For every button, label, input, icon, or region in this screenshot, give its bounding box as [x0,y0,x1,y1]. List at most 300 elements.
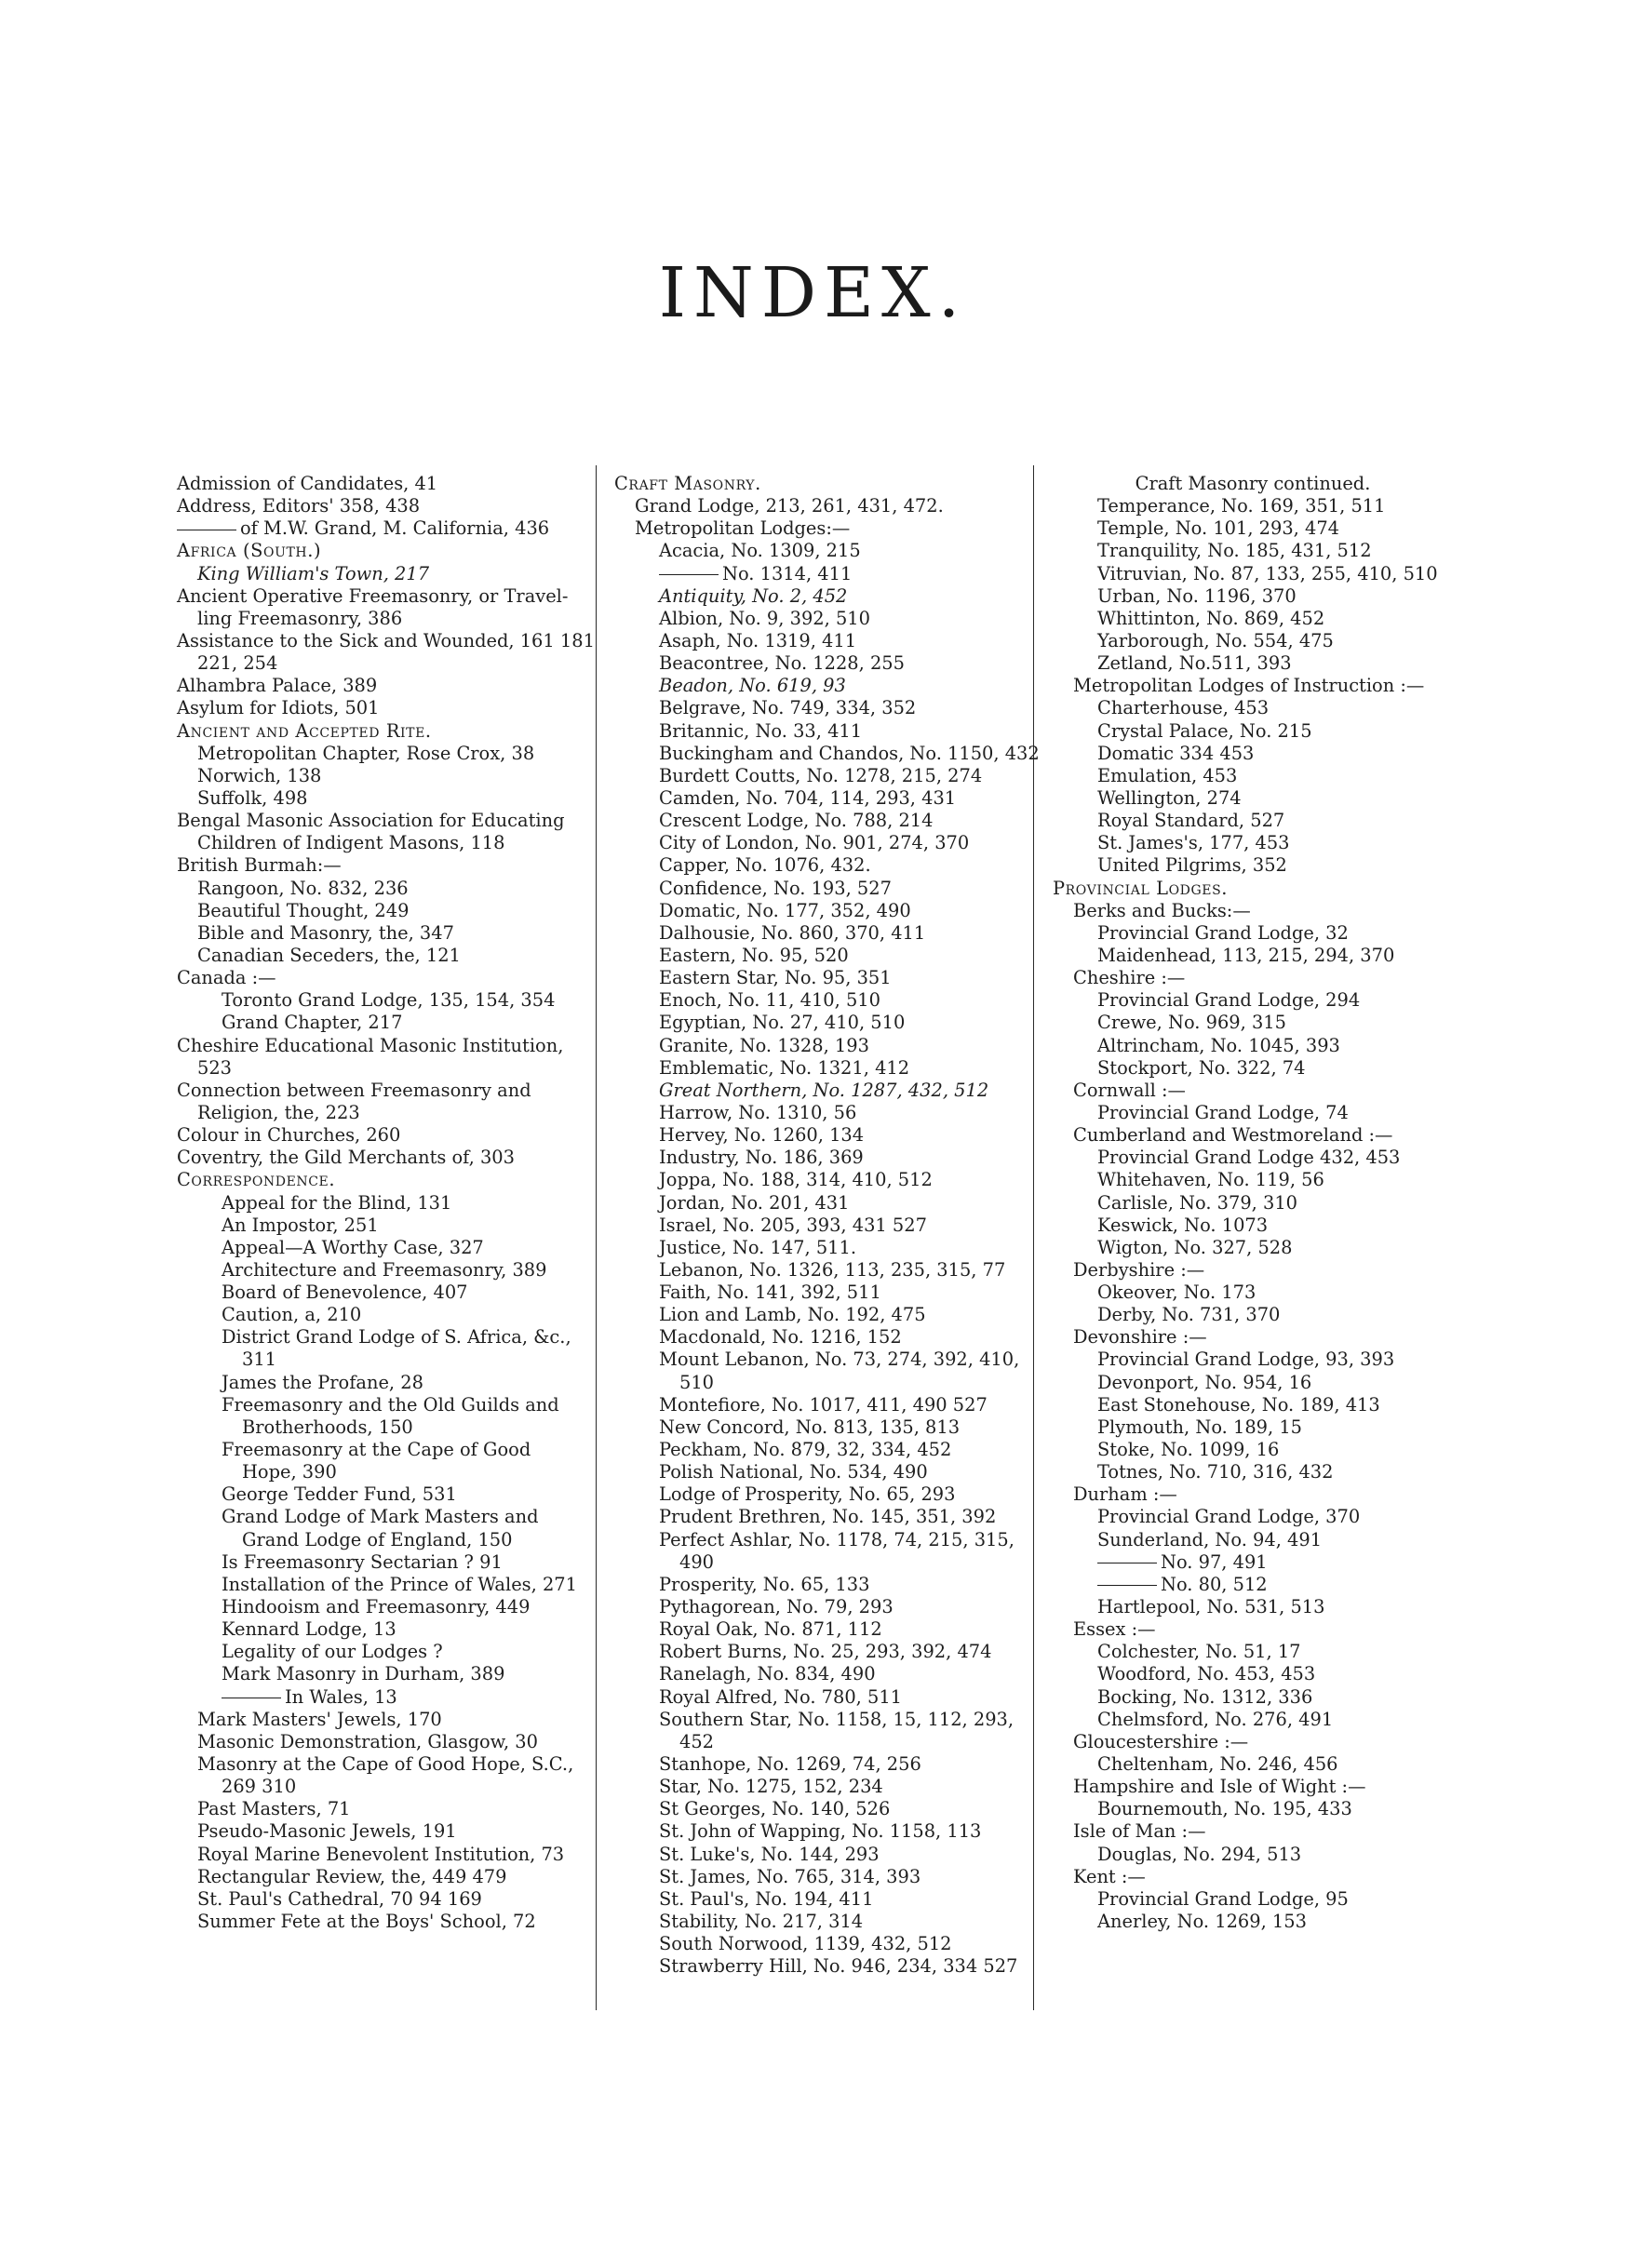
index-entry-text: Grand Lodge of England, 150 [242,1528,513,1550]
index-entry-text: Religion, the, 223 [197,1101,360,1123]
index-entry [1053,1483,1453,1506]
index-entry [177,1012,586,1034]
index-entry-text: 311 [242,1349,277,1371]
index-entry-text: Bible and Masonry, the, 347 [197,921,454,944]
index-entry-text: Albion, No. 9, 392, 510 [659,607,870,629]
index-entry [1053,1888,1453,1911]
index-entry [1053,675,1453,697]
index-entry [614,1888,1005,1911]
index-entry-text: Burdett Coutts, No. 1278, 215, 274 [659,764,983,786]
index-entry [1053,563,1453,585]
index-entry-text: Provincial Grand Lodge, 95 [1097,1887,1349,1910]
index-entry [177,608,586,630]
index-entry-text: Derbyshire :— [1073,1258,1205,1281]
index-entry-text: Great Northern, No. 1287, 432, 512 [659,1079,989,1101]
index-entry [1053,1124,1453,1147]
index-entry [177,1753,586,1776]
index-entry [177,1349,586,1371]
index-entry-text: Cheshire Educational Masonic Institution, [177,1034,564,1056]
index-entry-text: Metropolitan Lodges of Instruction :— [1073,675,1425,697]
index-entry [1053,967,1453,989]
index-entry-text: Gloucestershire :— [1073,1730,1249,1752]
index-entry-text: Lion and Lamb, No. 192, 475 [659,1304,926,1326]
index-entry-text: Children of Indigent Masons, 118 [197,832,505,854]
index-entry-text: Provincial Grand Lodge, 74 [1097,1101,1349,1123]
index-entry [177,1483,586,1506]
index-entry-text: Harrow, No. 1310, 56 [659,1101,857,1123]
index-entry [177,1888,586,1911]
index-entry-text: Craft Masonry. [614,473,761,494]
index-entry [1053,720,1453,743]
index-entry-text: Colour in Churches, 260 [177,1124,401,1147]
index-entry-text: Freemasonry at the Cape of Good [222,1439,531,1461]
index-entry-text: Durham :— [1073,1483,1177,1506]
index-entry [177,1439,586,1461]
index-entry [1053,540,1453,562]
index-entry-text: Provincial Grand Lodge, 32 [1097,921,1349,944]
index-entry [1053,1372,1453,1394]
index-entry-text: 523 [197,1056,233,1079]
index-entry [1053,1102,1453,1124]
index-entry [614,1844,1005,1866]
index-entry [614,675,1005,697]
index-entry-text: In Wales, 13 [285,1685,397,1708]
index-entry-text: Maidenhead, 113, 215, 294, 370 [1097,944,1395,966]
index-entry-text: Assistance to the Sick and Wounded, 161 181 [177,629,595,651]
index-entry [614,854,1005,877]
column-divider [596,465,597,2010]
index-entry-text: Prosperity, No. 65, 133 [659,1573,870,1595]
index-entry-text: Okeover, No. 173 [1097,1282,1256,1304]
index-entry [614,1933,1005,1955]
index-entry [614,1596,1005,1618]
index-entry [614,787,1005,810]
index-entry-text: Britannic, No. 33, 411 [659,719,863,742]
index-entry-text: Cornwall :— [1073,1079,1186,1101]
index-entry [614,1147,1005,1169]
index-entry [1053,787,1453,810]
index-entry-text: George Tedder Fund, 531 [222,1483,457,1506]
index-entry [177,1844,586,1866]
index-entry-text: Urban, No. 1196, 370 [1097,584,1297,607]
index-entry-text: Woodford, No. 453, 453 [1097,1663,1316,1685]
index-entry [1053,1753,1453,1776]
index-entry-text: Strawberry Hill, No. 946, 234, 334 527 [659,1955,1018,1978]
index-entry-text: Past Masters, 71 [197,1798,351,1820]
index-entry-text: St. Luke's, No. 144, 293 [659,1843,880,1865]
index-entry [614,967,1005,989]
index-entry-text: Suffolk, 498 [197,786,308,809]
index-entry-text: Beadon, No. 619, 93 [659,675,846,697]
index-entry [1053,1641,1453,1663]
index-entry-text: Address, Editors' 358, 438 [177,495,421,517]
index-entry [614,1686,1005,1709]
index-entry-text: Rectangular Review, the, 449 479 [197,1865,507,1887]
index-entry-text: Canadian Seceders, the, 121 [197,944,461,966]
index-entry-text: Peckham, No. 879, 32, 334, 452 [659,1439,952,1461]
index-entry-text: Camden, No. 704, 114, 293, 431 [659,786,957,809]
index-entry [177,517,586,540]
index-entry [1053,1439,1453,1461]
index-entry-text: Granite, No. 1328, 193 [659,1034,869,1056]
index-entry [177,629,595,652]
index-entry [177,1304,586,1326]
index-entry-text: Jordan, No. 201, 431 [659,1191,850,1214]
index-entry-text: Essex :— [1073,1618,1156,1641]
index-entry [614,1483,1005,1506]
index-entry [614,1618,1005,1641]
index-entry [614,1080,1005,1102]
index-entry-text: 452 [679,1730,715,1752]
index-entry [1053,1012,1453,1034]
index-entry-text: Grand Lodge, 213, 261, 431, 472. [635,495,944,517]
index-entry [1053,1686,1453,1709]
index-entry-text: Altrincham, No. 1045, 393 [1097,1034,1340,1056]
ditto-rule [1097,1585,1157,1586]
index-entry-text: Metropolitan Lodges:— [635,517,851,540]
page-title: INDEX. [658,253,968,333]
index-entry-text: Stanhope, No. 1269, 74, 256 [659,1753,921,1776]
index-entry-text: Yarborough, No. 554, 475 [1097,629,1334,651]
index-entry-text: Correspondence. [177,1169,336,1191]
index-entry [177,1776,586,1798]
index-entry [1053,854,1453,877]
index-entry [1053,743,1453,765]
index-heading [177,1169,586,1191]
index-entry-text: Sunderland, No. 94, 491 [1097,1528,1323,1550]
index-entry [177,989,586,1012]
index-entry [614,765,1005,787]
index-entry [1053,1461,1453,1483]
index-entry [614,1911,1005,1933]
index-entry [614,1663,1005,1685]
index-entry [1053,1282,1453,1304]
index-column-2 [614,473,1040,1978]
index-entry [614,832,1005,854]
index-entry [177,1102,586,1124]
index-entry [1053,1618,1453,1641]
index-entry-text: Acacia, No. 1309, 215 [659,540,861,562]
index-entry-text: Ranelagh, No. 834, 490 [659,1663,876,1685]
index-entry [614,1461,1005,1483]
index-entry [1053,922,1453,945]
index-entry [614,1215,1005,1237]
index-entry-text: King William's Town, 217 [197,562,430,584]
index-entry [1053,1035,1453,1057]
index-entry-text: Israel, No. 205, 393, 431 527 [659,1214,927,1236]
index-entry [1053,1574,1453,1596]
index-entry-text: Isle of Man :— [1073,1820,1206,1843]
index-entry-text: Coventry, the Gild Merchants of, 303 [177,1147,515,1169]
index-entry [1053,900,1453,922]
index-entry-text: Ancient and Accepted Rite. [177,719,432,742]
index-entry [614,1102,1005,1124]
index-entry-text: Dalhousie, No. 860, 370, 411 [659,921,926,944]
index-entry-text: 510 [679,1371,715,1393]
index-entry-text: Grand Lodge of Mark Masters and [222,1506,539,1528]
index-entry-text: James the Profane, 28 [222,1371,423,1393]
index-entry [614,1259,1005,1282]
index-entry [614,585,1005,608]
index-entry [1053,1506,1453,1528]
index-entry [614,1753,1005,1776]
index-entry [614,1012,1005,1034]
index-entry-text: South Norwood, 1139, 432, 512 [659,1933,952,1955]
index-entry [614,563,1005,585]
index-entry [614,1349,1020,1371]
index-entry [1053,1820,1453,1843]
index-entry [1053,1080,1453,1102]
index-entry [614,720,1005,743]
index-entry-text: Appeal—A Worthy Case, 327 [222,1236,484,1258]
index-entry-text: Domatic, No. 177, 352, 490 [659,899,911,921]
index-entry [1053,1215,1453,1237]
index-entry [614,540,1005,562]
index-entry-text: of M.W. Grand, M. California, 436 [240,517,550,540]
index-entry [1053,1326,1453,1349]
index-entry [614,630,1005,652]
index-entry-text: Buckingham and Chandos, No. 1150, 432 [659,742,1040,764]
index-entry-text: Whitehaven, No. 119, 56 [1097,1169,1324,1191]
index-entry-text: Colchester, No. 51, 17 [1097,1641,1301,1663]
index-entry-text: Plymouth, No. 189, 15 [1097,1416,1303,1438]
index-entry [1053,1551,1453,1574]
index-heading [177,540,586,562]
index-entry [177,652,586,675]
index-entry [614,1326,1005,1349]
index-entry [1053,473,1453,495]
index-entry-text: Stockport, No. 322, 74 [1097,1056,1306,1079]
index-entry-text: Royal Standard, 527 [1097,810,1285,832]
index-entry-text: St. John of Wapping, No. 1158, 113 [659,1820,982,1843]
index-entry [177,1574,586,1596]
index-entry [177,900,586,922]
index-entry-text: Derby, No. 731, 370 [1097,1304,1281,1326]
index-entry [614,1506,1005,1528]
index-entry-text: Mark Masonry in Durham, 389 [222,1663,505,1685]
index-entry [1053,652,1453,675]
index-entry [614,1955,1018,1978]
index-entry-text: Norwich, 138 [197,764,322,786]
index-entry-text: Legality of our Lodges ? [222,1641,443,1663]
index-entry-text: Ancient Operative Freemasonry, or Travel- [177,584,569,607]
index-entry [177,1035,586,1057]
index-entry [614,1731,1005,1753]
index-entry-text: Beacontree, No. 1228, 255 [659,652,905,675]
index-entry-text: Hope, 390 [242,1461,337,1483]
index-entry [1053,765,1453,787]
index-entry-text: Provincial Grand Lodge 432, 453 [1097,1147,1401,1169]
index-entry [614,945,1005,967]
ditto-rule [659,574,719,575]
index-entry-text: Hervey, No. 1260, 134 [659,1124,865,1147]
index-entry [177,1663,586,1685]
index-entry [614,1574,1005,1596]
index-entry [1053,1237,1453,1259]
index-entry-text: Whittinton, No. 869, 452 [1097,607,1325,629]
index-entry [1053,1394,1453,1416]
index-entry [614,1394,1005,1416]
index-entry [177,1596,586,1618]
index-heading [177,720,586,743]
index-entry-text: Wellington, 274 [1097,786,1242,809]
index-entry [614,1820,1005,1843]
index-entry-text: Provincial Grand Lodge, 93, 393 [1097,1349,1395,1371]
index-entry-text: ling Freemasonry, 386 [197,607,403,629]
index-entry [177,1372,586,1394]
index-entry-text: St. James's, 177, 453 [1097,832,1290,854]
index-entry-text: An Impostor, 251 [222,1214,379,1236]
index-entry [177,1215,586,1237]
index-entry [1053,1844,1453,1866]
index-entry [1053,1304,1453,1326]
index-entry-text: Joppa, No. 188, 314, 410, 512 [659,1169,933,1191]
index-entry-text: Installation of the Prince of Wales, 271 [222,1573,577,1595]
index-entry-text: Royal Oak, No. 871, 112 [659,1618,882,1641]
index-entry [1053,1259,1453,1282]
index-entry [614,1124,1005,1147]
index-entry-text: No. 80, 512 [1161,1573,1268,1595]
index-entry-text: Asaph, No. 1319, 411 [659,629,857,651]
index-entry-text: Enoch, No. 11, 410, 510 [659,989,880,1012]
index-entry [177,563,586,585]
index-entry [177,787,586,810]
index-entry [177,1147,586,1169]
index-entry-text: Southern Star, No. 1158, 15, 112, 293, [659,1708,1015,1730]
index-entry [177,832,586,854]
index-entry [614,878,1005,900]
index-entry-text: Board of Benevolence, 407 [222,1282,468,1304]
index-entry-text: Wigton, No. 327, 528 [1097,1236,1293,1258]
index-entry [614,495,1005,517]
index-entry-text: Cheshire :— [1073,967,1186,989]
index-entry [614,810,1005,832]
index-entry [177,878,586,900]
index-entry-text: Confidence, No. 193, 527 [659,877,892,899]
index-entry [177,1618,586,1641]
index-entry-text: Hartlepool, No. 531, 513 [1097,1596,1325,1618]
index-entry [1053,989,1453,1012]
index-entry [1053,1663,1453,1685]
index-entry-text: Mark Masters' Jewels, 170 [197,1708,442,1730]
index-entry-text: Industry, No. 186, 369 [659,1147,864,1169]
index-entry [614,652,1005,675]
index-entry [614,1551,1005,1574]
index-entry [177,945,586,967]
index-entry [614,1798,1005,1820]
index-entry-text: Tranquility, No. 185, 431, 512 [1097,540,1372,562]
index-entry [177,1506,586,1528]
index-entry [1053,1911,1453,1933]
index-entry-text: Stability, No. 217, 314 [659,1911,864,1932]
index-entry-text: Emblematic, No. 1321, 412 [659,1056,910,1079]
index-entry-text: Architecture and Freemasonry, 389 [222,1258,547,1281]
index-entry-text: Prudent Brethren, No. 145, 351, 392 [659,1506,997,1528]
index-entry [1053,1192,1453,1215]
index-entry-text: St. Paul's Cathedral, 70 94 169 [197,1887,482,1910]
index-entry-text: Hampshire and Isle of Wight :— [1073,1776,1366,1798]
index-entry [614,1304,1005,1326]
index-entry [177,1461,586,1483]
index-entry [1053,697,1453,719]
index-entry [614,742,1040,765]
index-entry-text: Bengal Masonic Association for Educating [177,810,565,832]
index-entry-text: Anerley, No. 1269, 153 [1097,1911,1307,1932]
index-entry-text: Kennard Lodge, 13 [222,1618,396,1641]
index-entry [614,1641,1005,1663]
index-entry [1053,1731,1453,1753]
index-entry [1053,1866,1453,1888]
index-entry-text: Lodge of Prosperity, No. 65, 293 [659,1483,956,1506]
index-entry [177,473,586,495]
index-entry [177,697,586,719]
index-entry-text: Devonshire :— [1073,1326,1207,1349]
index-entry-text: Appeal for the Blind, 131 [222,1191,452,1214]
index-entry [1053,608,1453,630]
index-entry-text: Zetland, No.511, 393 [1097,652,1292,675]
index-entry-text: Alhambra Palace, 389 [177,675,378,697]
index-entry [177,1529,586,1551]
index-entry [177,1057,586,1080]
index-entry-text: St. Paul's, No. 194, 411 [659,1887,874,1910]
index-entry-text: Bocking, No. 1312, 336 [1097,1685,1313,1708]
index-entry-text: Macdonald, No. 1216, 152 [659,1326,902,1349]
index-entry-text: East Stonehouse, No. 189, 413 [1097,1393,1380,1416]
index-entry [177,1731,586,1753]
index-entry-text: Provincial Grand Lodge, 370 [1097,1506,1361,1528]
index-entry-text: Carlisle, No. 379, 310 [1097,1191,1298,1214]
column-divider [1033,465,1034,2010]
index-entry [614,1192,1005,1215]
index-entry [614,989,1005,1012]
index-entry-text: 269 310 [222,1776,297,1798]
index-entry [177,765,586,787]
index-entry [1053,1529,1453,1551]
index-entry-text: Craft Masonry continued. [1135,473,1371,494]
index-entry-text: Chelmsford, No. 276, 491 [1097,1708,1334,1730]
index-entry-text: Provincial Grand Lodge, 294 [1097,989,1361,1012]
index-entry [177,1124,586,1147]
index-entry-text: Temple, No. 101, 293, 474 [1097,517,1340,540]
index-entry [614,1439,1005,1461]
index-entry [177,495,586,517]
index-entry-text: Crewe, No. 969, 315 [1097,1012,1286,1034]
index-entry-text: Admission of Candidates, 41 [177,473,438,494]
index-entry-text: Lebanon, No. 1326, 113, 235, 315, 77 [659,1258,1006,1281]
index-entry-text: Toronto Grand Lodge, 135, 154, 354 [222,989,556,1012]
index-entry [614,608,1005,630]
index-entry [1053,585,1453,608]
index-entry-text: Mount Lebanon, No. 73, 274, 392, 410, [659,1349,1020,1371]
index-entry [1053,517,1453,540]
index-entry [177,1282,586,1304]
index-entry [177,810,586,832]
index-entry-text: Rangoon, No. 832, 236 [197,877,409,899]
index-entry [1053,1169,1453,1191]
index-entry-text: Masonic Demonstration, Glasgow, 30 [197,1730,538,1752]
index-entry-text: Domatic 334 453 [1097,742,1255,764]
index-entry [1053,1057,1453,1080]
index-entry-text: Totnes, No. 710, 316, 432 [1097,1461,1334,1483]
index-entry-text: Belgrave, No. 749, 334, 352 [659,697,917,719]
index-column-3 [1053,473,1453,1933]
index-entry-text: St Georges, No. 140, 526 [659,1798,891,1820]
index-entry-text: Charterhouse, 453 [1097,697,1270,719]
index-entry [614,922,1005,945]
index-entry-text: Stoke, No. 1099, 16 [1097,1439,1280,1461]
index-heading [614,473,1005,495]
index-entry [177,585,586,608]
